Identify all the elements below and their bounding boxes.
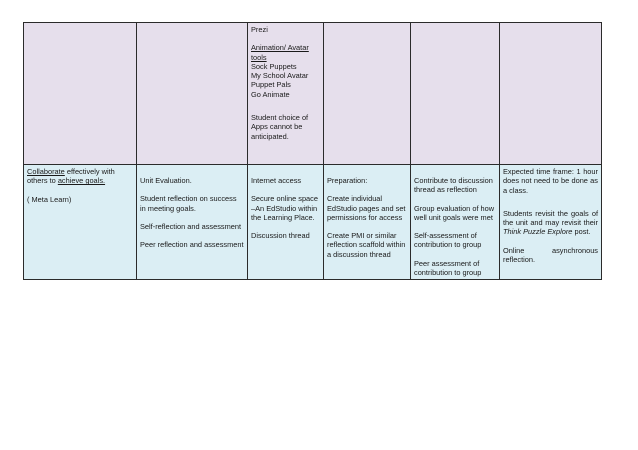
cell-text: Animation/ Avatar tools [251,43,309,62]
cell-text: Create individual EdStudio pages and set permissions for access [327,194,406,222]
cell-text: Expected time frame: 1 hour does not need to be done as a class. [503,167,598,195]
cell-text: Contribute to discussion thread as reflection [414,176,493,195]
table-cell-outcome [24,165,137,280]
cell-text-italic: Think Puzzle Explore [503,227,573,237]
cell-text: Secure online space –An EdStudio within the Learning Place. [251,194,318,222]
cell-text: Puppet Pals [251,80,291,90]
cell-text: Preparation: [327,176,368,185]
cell-text: Discussion thread [251,231,310,241]
cell-text: Peer assessment of contribution to group [414,258,482,278]
table-cell [411,23,500,165]
cell-text: ( Meta Learn) [27,194,72,204]
cell-text: Self-assessment of contribution to group [414,231,482,250]
cell-text: Self-reflection and assessment [140,221,242,231]
cell-text: Create PMI or similar reflection scaffold within a discussion thread [327,231,406,259]
table-cell-teacher [324,165,411,280]
cell-text: Students revisit the goals of the unit and may revisit their [503,208,598,228]
cell-text: Student choice of Apps cannot be anticipated. [251,113,309,141]
cell-text: Online asynchronous reflection. [503,245,598,265]
table-cell-resources [248,165,324,280]
link-text: achieve goals. [57,176,106,186]
unit-plan-table [23,22,602,280]
table-cell [324,23,411,165]
cell-text: Group evaluation of how well unit goals were met [414,203,495,222]
cell-text: Prezi [251,25,268,34]
cell-text: Sock Puppets [251,61,297,71]
table-cell-evaluation [137,165,248,280]
cell-text: others to [27,176,58,186]
table-cell [137,23,248,165]
table-cell-resources [248,23,324,165]
cell-text: post. [572,227,591,237]
table-cell [24,23,137,165]
cell-text: Student reflection on success in meeting goals. [140,194,237,213]
table-cell-student [411,165,500,280]
cell-text: Go Animate [251,89,290,99]
cell-text: My School Avatar [251,71,309,81]
table-row [24,23,602,165]
link-text: Collaborate [27,167,65,176]
table-cell [500,23,602,165]
table-row [24,165,602,280]
cell-text: Peer reflection and assessment [140,240,244,250]
cell-text: Unit Evaluation. [140,176,192,185]
cell-text: effectively with [64,167,115,176]
cell-text: Internet access [251,176,302,185]
table-cell-timing [500,165,602,280]
